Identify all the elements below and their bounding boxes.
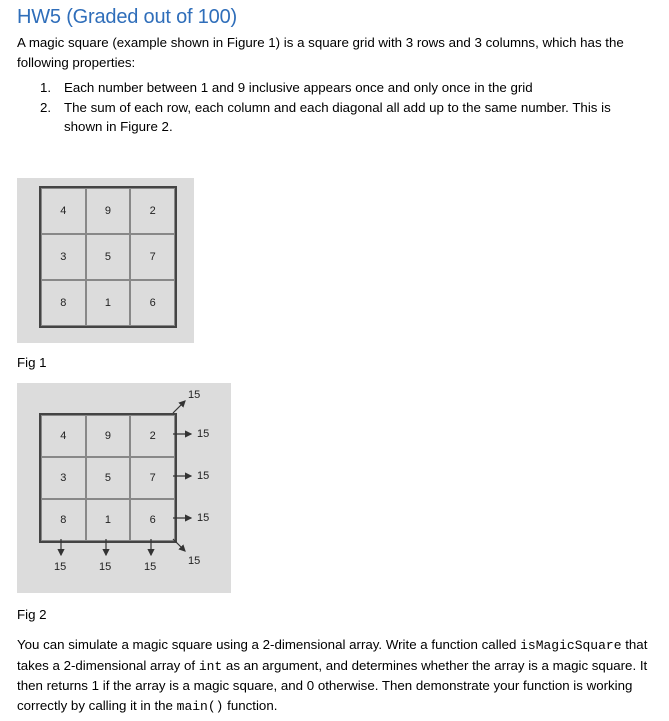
grid-cell: 8 (41, 499, 86, 541)
list-number: 1. (40, 80, 52, 95)
grid-cell: 5 (86, 457, 131, 499)
grid-cell: 2 (130, 188, 175, 234)
grid-cell: 6 (130, 499, 175, 541)
column-sum-label: 15 (144, 561, 157, 573)
column-sum-label: 15 (54, 561, 67, 573)
diagonal-sum-label: 15 (188, 389, 201, 401)
grid-cell: 4 (41, 188, 86, 234)
code-main: main() (176, 698, 224, 714)
figure-2-caption: Fig 2 (17, 607, 47, 622)
row-sum-label: 15 (197, 470, 210, 482)
task-text: You can simulate a magic square using a 2-dimensional array. Write a function called (17, 637, 521, 652)
grid-cell: 3 (41, 234, 86, 280)
grid-cell: 9 (86, 415, 131, 457)
task-paragraph (17, 635, 657, 716)
code-function-name: isMagicSquare (520, 638, 622, 653)
grid-cell: 9 (86, 188, 131, 234)
list-text: The sum of each row, each column and each diagonal all add up to the same number. This is shown in Figure 2. (64, 99, 611, 134)
grid-cell: 1 (86, 499, 131, 541)
figure-1 (17, 178, 194, 343)
list-item (40, 78, 640, 98)
grid-cell: 5 (86, 234, 131, 280)
magic-square-grid (39, 186, 177, 328)
grid-cell: 7 (130, 234, 175, 280)
diag-sum-arrow (173, 401, 185, 413)
code-type: int (198, 658, 223, 674)
grid-cell: 8 (41, 280, 86, 326)
list-item (40, 98, 640, 137)
task-text: function. (223, 697, 278, 713)
diagonal-sum-label: 15 (188, 555, 201, 567)
grid-cell: 3 (41, 457, 86, 499)
grid-cell: 4 (41, 415, 86, 457)
diag-sum-arrow (173, 539, 185, 551)
list-text: Each number between 1 and 9 inclusive appears once and only once in the grid (64, 80, 533, 95)
page-title: HW5 (Graded out of 100) (17, 6, 237, 28)
list-number: 2. (40, 99, 52, 115)
column-sum-label: 15 (99, 561, 112, 573)
row-sum-label: 15 (197, 428, 210, 440)
figure-1-caption: Fig 1 (17, 355, 47, 370)
task-text: that takes a 2-dimensional array of (17, 637, 648, 673)
intro-paragraph: A magic square (example shown in Figure 1) is a square grid with 3 rows and 3 columns, which has the following properties: (17, 35, 624, 70)
grid-cell: 1 (86, 280, 131, 326)
figure-2 (17, 383, 231, 593)
grid-cell: 7 (130, 457, 175, 499)
properties-list (40, 78, 640, 137)
row-sum-label: 15 (197, 512, 210, 524)
task-text: as an argument, and determines whether the array is a magic square. It then returns 1 if the array is a magic square, and 0 otherwise. Then demonstrate your function is working correctly by calling it in the (17, 657, 648, 713)
grid-cell: 6 (130, 280, 175, 326)
grid-cell: 2 (130, 415, 175, 457)
